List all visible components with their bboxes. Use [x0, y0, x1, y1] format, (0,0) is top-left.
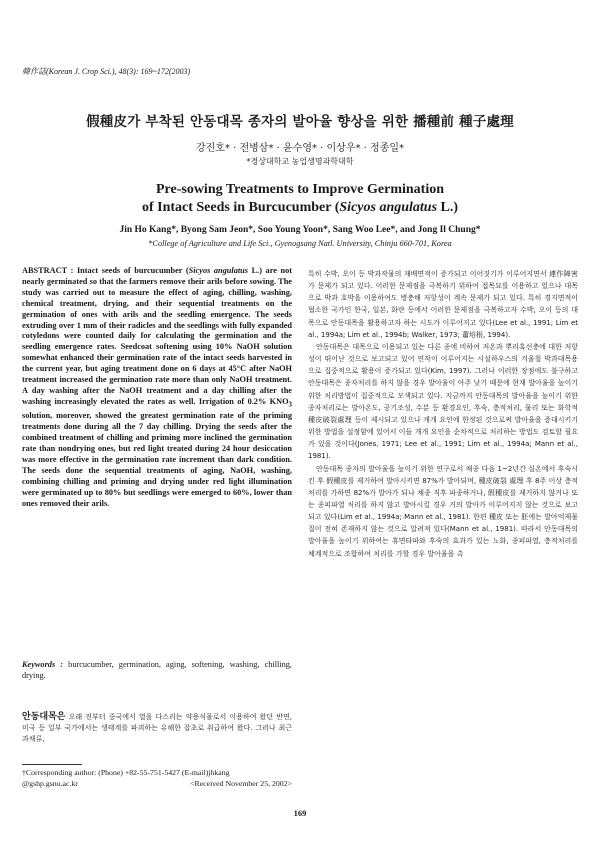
footnote-email-domain: @gshp.gsnu.ac.kr — [22, 778, 78, 788]
right-paragraph-2: 안동대목은 대목으로 이용되고 있는 다른 종에 비하여 저온과 뿌리혹선충에 대한 저항성이 뛰어난 것으로 보고되고 있어 연작이 이루어지는 시설하우스의 겨울철 박과대목용으로 집중적으로 활용이 증가되고 있다(Kim, 1997). 그러나 이러한 장점에도 불구하고 안동대목은 종자처리를 하지 않을 경우 발아율이 아주 낮기 때문에 현재 발아율을 높이기 위한 처리방법이 집중적으로 모색되고 있다. 지금까지 안동대목의 발아율을 높이기 위한 종자처리로는 발아온도, 공기조성, 수분 등 환경요인, 후숙, 층적처리, 물리 또는 화학적 種皮破裂處理 등이 제시되고 있으나 개개 요인에 한정된 것으로써 발아율을 증대시키기 위한 방법을 설정함에 있어서 이들 개개 요인을 순차적으로 처리하는 방법도 검토할 필요가 있을 것이다(Jones, 1971; Lee et al., 1991; Lim et al., 1994a; Mann et al., 1981). — [308, 342, 578, 461]
intro-right-column — [308, 268, 578, 560]
intro-left-column — [22, 712, 292, 746]
keywords — [22, 660, 292, 682]
intro-left-text: 오래 전부터 중국에서 열을 다스리는 약용식물로서 이용하여 왔던 반면, 미국 등 일부 국가에서는 생태계를 파괴하는 유해한 잡초로 취급하여 왔다. 그러나 최근 과채류, — [22, 713, 292, 744]
footnote-line1: †Corresponding author: (Phone) +82-55-751-5427 (E-mail)jhkang — [22, 768, 230, 777]
right-paragraph-1: 특히 수박, 오이 등 박과작물의 재배면적이 증가되고 이어짓기가 이루어지면서 連作障害가 문제가 되고 있다. 이러한 문제점을 극복하기 위하여 접목묘를 이용하고 있으나 대목으로 박과 호박을 이용하여도 병충해 저항성이 계속 문제가 되고 있다. 특히 경지면적이 협소한 국가인 한국, 일본, 화란 등에서 이러한 문제점을 극복하고자 수박, 오이 등의 대목으로 안동대목을 활용하고자 하는 시도가 이루어지고 있다(Lee et al., 1991; Lim et al., 1994a; Lim et al., 1994b; Walker, 1973; 蕭培根, 1994). — [308, 270, 578, 339]
english-authors: Jin Ho Kang*, Byong Sam Jeon*, Soo Young Yoon*, Sang Woo Lee*, and Jong Il Chung* — [119, 225, 481, 235]
english-title-line2 — [0, 199, 600, 217]
footnote — [22, 768, 292, 789]
abstract — [22, 266, 292, 510]
abstract-text-3: solution, moreover, showed the greatest germination rate of the priming treatments done during all the 7 day chilling. Drying the seeds after the combined treatment of chilling and priming more inclined the germination rate than nondrying ones, but red light treated during 24 hour desiccation was more effective in the germination rate increment than dark condition. The seeds done the sequential treatments of aging, NaOH, washing, combining chilling and priming and drying under red light illumination were germinated up to 80% but seedlings were emerged to 60%, lower than ones removed their arils. — [22, 411, 292, 508]
abstract-subscript: 3 — [288, 401, 292, 409]
english-title — [0, 181, 600, 217]
english-title-species: Sicyos angulatus — [339, 200, 438, 215]
korean-affiliation: *경상대학교 농업생명과학대학 — [246, 157, 354, 166]
intro-lead-word: 안동대목은 — [22, 712, 66, 722]
abstract-species: Sicyos angulatus — [188, 266, 249, 275]
abstract-label: ABSTRACT : — [22, 266, 74, 275]
footnote-rule — [22, 764, 82, 765]
footnote-line2 — [22, 779, 292, 790]
english-title-line2-post: L.) — [437, 200, 459, 215]
english-affiliation: *College of Agriculture and Life Sci., Gyenogsang Natl. University, Chinju 660-701, Korea — [148, 239, 452, 248]
abstract-text-2: L.) are not nearly germinated so that the farmers remove their arils before sowing. The study was carried out to measure the effect of aging, chilling, washing, chemical treatment, drying, and their sequential treatments on the germination of ones with arils and the seedling emergence. The seeds extruding over 1 mm of their radicles and the seedlings with fully expanded cotyledons were counted daily for calculating the germination and the seedling emergence rates. Seedcoat softening using 10% NaOH solution somewhat enhanced their germination rate of the intact seeds harvested in the current year, but aging treatment done on 6 days at 45°C after NaOH treatment increased the germination rate more than only NaOH treatment. A day washing after the NaOH treatment and a day chilling after the washing increasingly elevated the rates as well. Irrigation of 0.2% KNO — [22, 266, 293, 406]
english-title-line1: Pre-sowing Treatments to Improve Germination — [155, 182, 444, 197]
keywords-label: Keywords : — [22, 660, 64, 669]
abstract-text-1: Intact seeds of burcucumber ( — [73, 266, 189, 275]
page-number: 169 — [293, 808, 307, 818]
english-title-line2-pre: of Intact Seeds in Burcucumber ( — [141, 200, 340, 215]
korean-title: 假種皮가 부착된 안동대목 종자의 발아율 향상을 위한 播種前 種子處理 — [86, 114, 514, 130]
keywords-text: burcucumber, germination, aging, softening, washing, chilling, drying. — [22, 660, 292, 680]
korean-authors: 강진호* · 전병삼* · 윤수영* · 이상우* · 정종일* — [195, 143, 405, 154]
right-paragraph-3: 안동대목 종자의 발아율을 높이기 위한 연구로서 채종 다음 1~2년간 실온에서 후숙시킨 후 假種皮를 제거하여 발아시키면 87%가 발아되며, 種皮破裂 處理 후 8주 이상 층적처리를 가하면 82%가 발아가 되나 채종 직후 파종하거나, 假種皮를 제거하지 않거나 또는 종피파열 처리를 하지 않고 발아시킬 경우 거의 발아가 이루어지지 않는 것으로 보고되고 있다(Lim et al., 1994a; Mann et al., 1981). 한편 種皮 또는 胚에는 발아억제물질이 전혀 존재하지 않는 것으로 알려져 있다(Mann et al., 1981). 따라서 안동대목의 발아율을 높이기 위하여는 휴면타파와 후숙의 효과가 있는 노화, 종피파열, 층적처리를 체계적으로 조합하여 처리를 가할 경우 발아율을 촉 — [308, 464, 578, 558]
journal-header: 韓作誌(Korean J. Crop Sci.), 48(3): 169~172(2003) — [22, 67, 191, 76]
received-date: <Received November 25, 2002> — [190, 778, 292, 788]
